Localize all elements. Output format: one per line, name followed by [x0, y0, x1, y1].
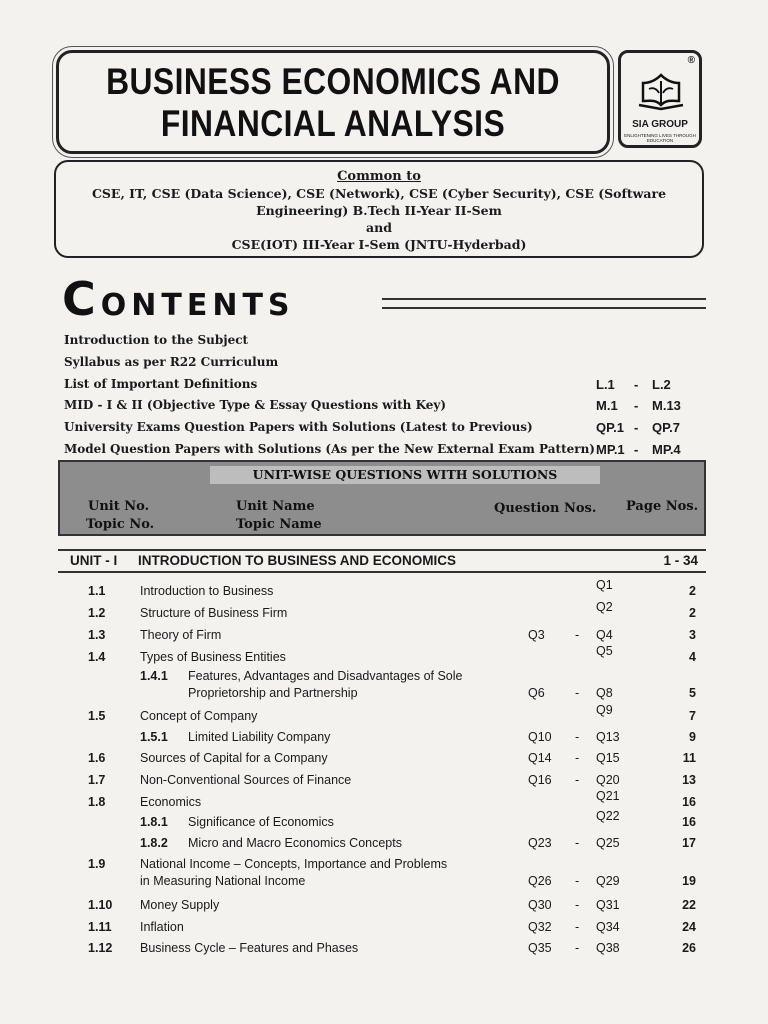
publisher-tagline: ENLIGHTENING LIVES THROUGH EDUCATION [624, 133, 696, 143]
topic-number: 1.5.1 [140, 730, 168, 744]
topic-number: 1.9 [88, 857, 106, 871]
topic-title-line: Proprietorship and Partnership [188, 686, 358, 700]
range-dash: - [634, 398, 639, 414]
question-to: Q15 [596, 751, 620, 765]
topic-title [188, 729, 330, 746]
question-to: Q29 [596, 874, 620, 888]
topic-page: 16 [682, 795, 696, 809]
topic-title [140, 772, 351, 789]
common-to-line-4: CSE(IOT) III-Year I-Sem (JNTU-Hyderbad) [231, 237, 527, 252]
book-title-line-2: FINANCIAL ANALYSIS [160, 103, 506, 144]
topic-title-line: Micro and Macro Economics Concepts [188, 836, 402, 850]
question-to: Q25 [596, 836, 620, 850]
publisher-logo [618, 50, 702, 148]
contents-heading-initial: C [62, 272, 101, 326]
range-dash: - [575, 898, 580, 912]
topic-number: 1.11 [88, 920, 112, 934]
banner-title: UNIT-WISE QUESTIONS WITH SOLUTIONS [210, 466, 600, 484]
front-matter-list [64, 330, 704, 461]
banner-page-nos: Page Nos. [626, 499, 699, 514]
topic-title [140, 583, 273, 600]
topic-title-line: Features, Advantages and Disadvantages of Sole [188, 669, 463, 683]
front-matter-row [64, 374, 704, 396]
topic-title-line: Structure of Business Firm [140, 606, 288, 620]
question-from: Q30 [528, 898, 552, 912]
question-from: Q3 [528, 628, 545, 642]
range-dash: - [575, 836, 580, 850]
topic-title-line: National Income – Concepts, Importance and Problems [140, 857, 448, 871]
topic-title-line: Non-Conventional Sources of Finance [140, 773, 352, 787]
topic-number: 1.10 [88, 898, 113, 912]
banner-unit-no: Unit No. [88, 499, 150, 514]
banner-question-nos: Question Nos. [494, 501, 597, 516]
topic-number: 1.4 [88, 650, 106, 664]
topic-page: 2 [689, 606, 696, 620]
front-matter-title: MID - I & II (Objective Type & Essay Questions with Key) [64, 398, 447, 413]
topic-page: 24 [682, 920, 696, 934]
topic-page: 4 [689, 650, 696, 664]
topic-title [140, 919, 184, 936]
front-matter-title: Introduction to the Subject [64, 333, 249, 347]
topic-title [140, 708, 257, 725]
topic-title [140, 940, 358, 957]
question-from: Q23 [528, 836, 552, 850]
sia-book-logo-icon [635, 71, 687, 111]
front-matter-page-to: MP.4 [652, 441, 681, 457]
banner-unit-name: Unit Name [236, 499, 315, 514]
banner-topic-name: Topic Name [236, 517, 322, 532]
question-from: Q16 [528, 773, 552, 787]
unit-wise-banner [58, 460, 706, 536]
topic-page: 11 [682, 751, 696, 765]
topic-title-line: Concept of Company [140, 709, 258, 723]
question-to: Q1 [596, 578, 613, 592]
question-to: Q21 [596, 789, 620, 803]
unit-number: UNIT - I [70, 553, 118, 568]
question-from: Q14 [528, 751, 552, 765]
topic-number: 1.7 [88, 773, 106, 787]
common-to-line-3: and [366, 220, 392, 235]
front-matter-page-from: QP.1 [596, 420, 624, 436]
book-title-box [56, 50, 610, 154]
range-dash: - [575, 628, 580, 642]
topic-page: 16 [682, 815, 696, 829]
front-matter-row [64, 417, 704, 439]
topic-number: 1.4.1 [140, 669, 168, 683]
topic-page: 19 [682, 874, 696, 888]
question-to: Q9 [596, 703, 613, 717]
topic-title-line: Inflation [140, 920, 184, 934]
topic-title [140, 897, 219, 914]
topic-number: 1.6 [88, 751, 106, 765]
topic-number: 1.8 [88, 795, 106, 809]
front-matter-page-from: L.1 [596, 376, 615, 392]
range-dash: - [634, 441, 639, 457]
front-matter-page-from: M.1 [596, 398, 618, 414]
front-matter-title: List of Important Definitions [64, 376, 258, 391]
publisher-name: SIA GROUP [632, 119, 688, 130]
topic-page: 7 [689, 709, 696, 723]
topic-page: 13 [682, 773, 696, 787]
topic-title-line: Economics [140, 795, 202, 809]
question-to: Q20 [596, 773, 620, 787]
topic-title [140, 794, 201, 811]
range-dash: - [575, 941, 580, 955]
topic-page: 3 [689, 628, 696, 642]
topic-title [140, 856, 447, 890]
question-to: Q31 [596, 898, 620, 912]
topic-number: 1.3 [88, 628, 106, 642]
front-matter-row [64, 330, 704, 352]
range-dash: - [575, 920, 580, 934]
range-dash: - [575, 730, 580, 744]
front-matter-page-to: M.13 [652, 398, 681, 414]
range-dash: - [575, 773, 580, 787]
front-matter-page-to: L.2 [652, 376, 671, 392]
unit-heading-row [58, 549, 706, 573]
front-matter-row [64, 439, 704, 461]
common-to-line-1: CSE, IT, CSE (Data Science), CSE (Network), CSE (Cyber Security), CSE (Software [91, 186, 667, 201]
topic-title [188, 814, 334, 831]
topic-title [140, 627, 221, 644]
question-to: Q34 [596, 920, 620, 934]
topic-page: 17 [682, 836, 696, 850]
question-to: Q2 [596, 600, 613, 614]
range-dash: - [634, 420, 639, 436]
topic-title [140, 750, 328, 767]
banner-topic-no: Topic No. [86, 517, 155, 532]
topic-page: 5 [689, 686, 696, 700]
front-matter-row [64, 352, 704, 374]
topic-title [188, 668, 463, 702]
front-matter-title: Model Question Papers with Solutions (As per the New External Exam Pattern) [64, 441, 595, 456]
question-from: Q6 [528, 686, 545, 700]
question-to: Q5 [596, 644, 613, 658]
topic-title-line: in Measuring National Income [140, 874, 306, 888]
range-dash: - [575, 874, 580, 888]
common-to-box [54, 160, 704, 258]
question-from: Q26 [528, 874, 552, 888]
topic-page: 9 [689, 730, 696, 744]
question-to: Q8 [596, 686, 613, 700]
question-to: Q13 [596, 730, 620, 744]
question-to: Q22 [596, 809, 620, 823]
topic-number: 1.1 [88, 584, 106, 598]
unit-page-range: 1 - 34 [663, 553, 698, 568]
topic-title [188, 835, 402, 852]
topic-title-line: Types of Business Entities [140, 650, 286, 664]
topic-title-line: Money Supply [140, 898, 220, 912]
common-to-line-2: Engineering) B.Tech II-Year II-Sem [256, 203, 502, 218]
topic-title-line: Introduction to Business [140, 584, 274, 598]
topic-number: 1.2 [88, 606, 106, 620]
topic-number: 1.8.1 [140, 815, 168, 829]
book-title-line-1: BUSINESS ECONOMICS AND [106, 61, 560, 102]
question-from: Q32 [528, 920, 552, 934]
topic-title-line: Significance of Economics [188, 815, 334, 829]
topic-title-line: Business Cycle – Features and Phases [140, 941, 359, 955]
topic-title-line: Sources of Capital for a Company [140, 751, 328, 765]
topic-page: 22 [682, 898, 696, 912]
question-to: Q4 [596, 628, 613, 642]
front-matter-page-to: QP.7 [652, 420, 680, 436]
topic-number: 1.12 [88, 941, 113, 955]
topic-title-line: Limited Liability Company [188, 730, 331, 744]
range-dash: - [634, 376, 639, 392]
question-to: Q38 [596, 941, 620, 955]
topic-title-line: Theory of Firm [140, 628, 222, 642]
common-to-heading: Common to [337, 169, 421, 184]
front-matter-title: Syllabus as per R22 Curriculum [64, 354, 279, 369]
topic-number: 1.5 [88, 709, 106, 723]
range-dash: - [575, 751, 580, 765]
front-matter-page-from: MP.1 [596, 441, 625, 457]
registered-mark: ® [687, 55, 695, 66]
front-matter-row [64, 395, 704, 417]
question-from: Q10 [528, 730, 552, 744]
front-matter-title: University Exams Question Papers with Solutions (Latest to Previous) [64, 420, 533, 435]
range-dash: - [575, 686, 580, 700]
question-from: Q35 [528, 941, 552, 955]
topic-number: 1.8.2 [140, 836, 168, 850]
topic-title [140, 605, 287, 622]
contents-heading [62, 272, 295, 324]
topic-page: 26 [682, 941, 696, 955]
topic-title [140, 649, 286, 666]
heading-double-rule [382, 298, 706, 309]
topic-page: 2 [689, 584, 696, 598]
contents-heading-rest: ONTENTS [100, 288, 295, 323]
unit-name: INTRODUCTION TO BUSINESS AND ECONOMICS [138, 553, 457, 568]
